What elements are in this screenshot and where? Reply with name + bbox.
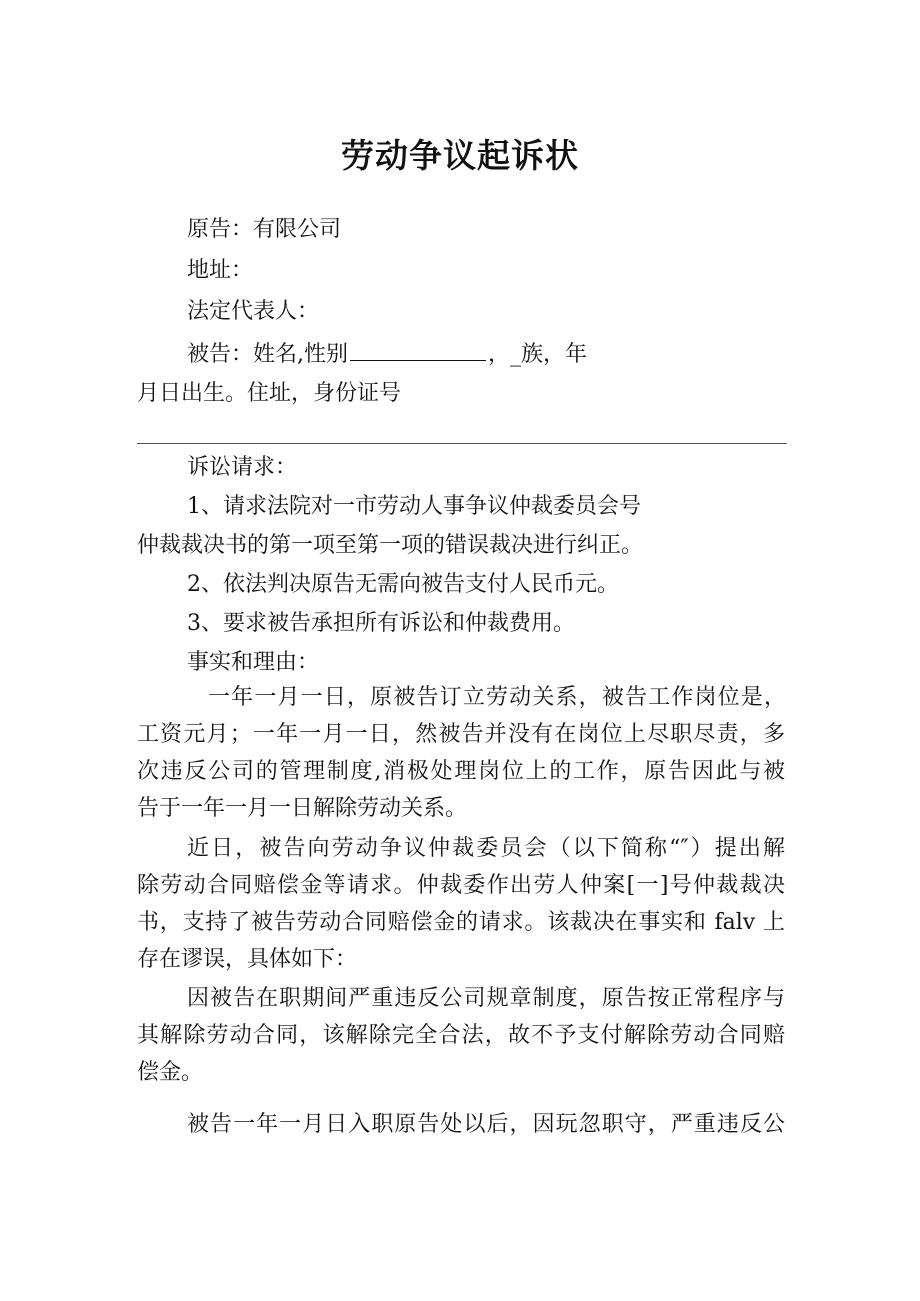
facts-p1-line-3: 次违反公司的管理制度,消极处理岗位上的工作，原告因此与被 xyxy=(137,759,785,784)
defendant-suffix: ，_族，年 xyxy=(488,342,588,367)
plaintiff-line: 原告：有限公司 xyxy=(187,217,342,242)
facts-p3-line-1: 因被告在职期间严重违反公司规章制度，原告按正常程序与 xyxy=(187,986,785,1011)
facts-p2-line-3: 书，支持了被告劳动合同赔偿金的请求。该裁决在事实和 falv 上 xyxy=(137,910,785,935)
legal-rep-line: 法定代表人： xyxy=(187,299,320,324)
document-title: 劳动争议起诉状 xyxy=(341,136,579,175)
facts-heading: 事实和理由： xyxy=(187,650,320,675)
facts-p1-line-2: 工资元月；一年一月一日，然被告并没有在岗位上尽职尽责，多 xyxy=(137,722,785,747)
facts-p2-line-1: 近日，被告向劳动争议仲裁委员会（以下简称“″）提出解 xyxy=(187,836,785,861)
claim-1-line-2: 仲裁裁决书的第一项至第一项的错误裁决进行纠正。 xyxy=(137,533,644,558)
defendant-line-2: 月日出生。住址，身份证号 xyxy=(137,381,402,406)
claim-2: 2、依法判决原告无需向被告支付人民币元。 xyxy=(187,572,619,597)
gender-blank xyxy=(350,338,486,361)
facts-p3-line-2: 其解除劳动合同，该解除完全合法，故不予支付解除劳动合同赔 xyxy=(137,1023,785,1048)
address-line: 地址： xyxy=(187,258,254,283)
claim-1-line-1: 1、请求法院对一市劳动人事争议仲裁委员会号 xyxy=(187,494,641,519)
facts-p4-line-1: 被告一年一月日入职原告处以后，因玩忽职守，严重违反公 xyxy=(187,1112,785,1137)
facts-p1-line-1: 一年一月一日，原被告订立劳动关系，被告工作岗位是， xyxy=(208,685,786,710)
defendant-prefix: 被告：姓名,性别 xyxy=(187,342,348,367)
facts-p3-line-3: 偿金。 xyxy=(137,1060,204,1085)
facts-p2-line-2: 除劳动合同赔偿金等请求。仲裁委作出劳人仲案[一]号仲裁裁决 xyxy=(137,873,785,898)
defendant-line xyxy=(187,338,587,370)
claims-heading: 诉讼请求： xyxy=(187,455,298,480)
facts-p1-line-4: 告于一年一月一日解除劳动关系。 xyxy=(137,796,468,821)
facts-p2-line-4: 存在谬误，具体如下： xyxy=(137,947,358,972)
divider xyxy=(137,443,787,444)
claim-3: 3、要求被告承担所有诉讼和仲裁费用。 xyxy=(187,611,575,636)
